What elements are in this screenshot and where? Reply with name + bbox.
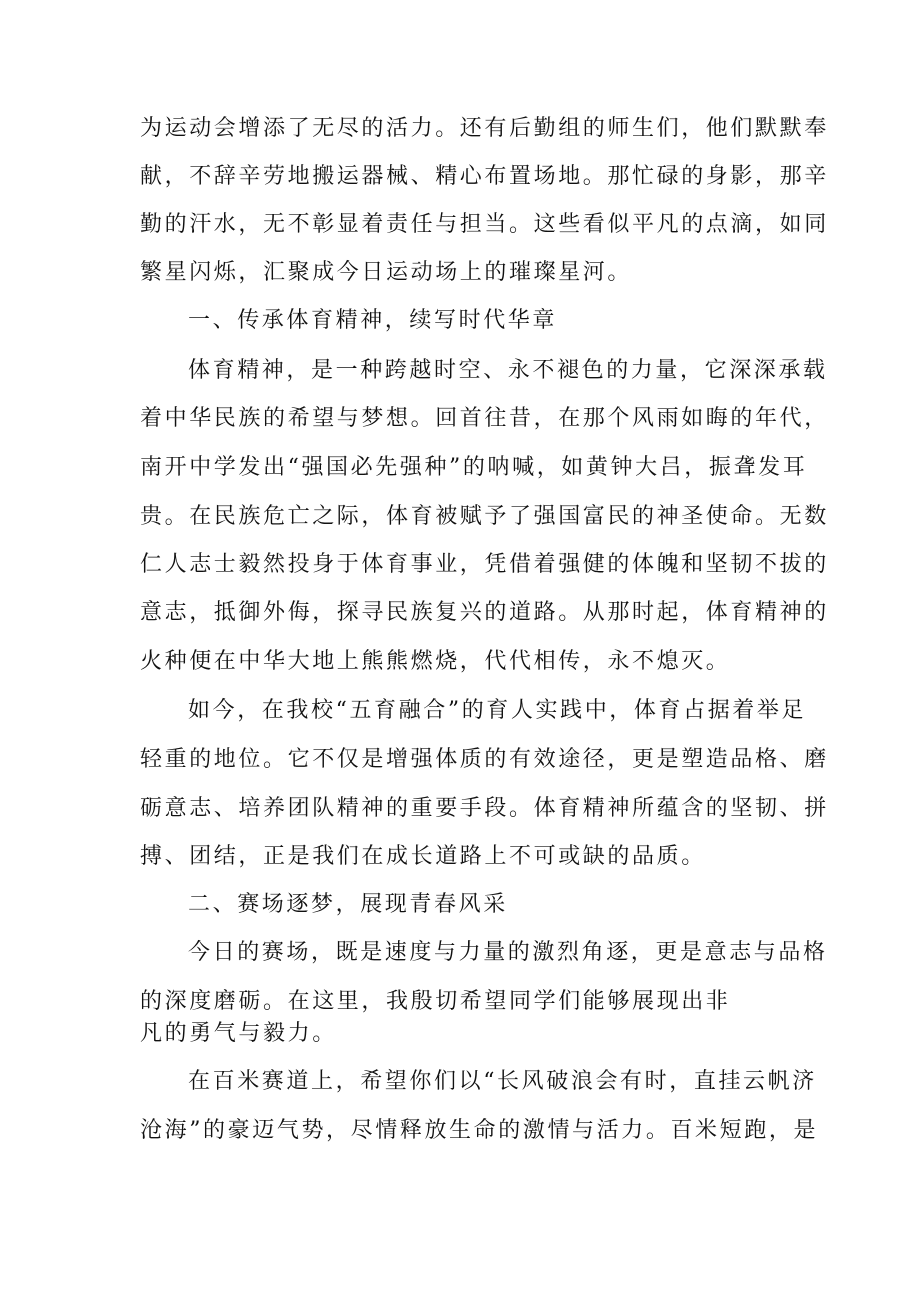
text-line: 南开中学发出“强国必先强种”的呐喊，如黄钟大吕，振聋发耳 — [140, 455, 808, 480]
text-line: 勤的汗水，无不彰显着责任与担当。这些看似平凡的点滴，如同 — [140, 212, 829, 237]
text-line: 火种便在中华大地上熊熊燃烧，代代相传，永不熄灭。 — [140, 649, 731, 674]
text-line: 为运动会增添了无尽的活力。还有后勤组的师生们，他们默默奉 — [140, 116, 829, 141]
text-line: 轻重的地位。它不仅是增强体质的有效途径，更是塑造品格、磨 — [140, 747, 829, 772]
text-line: 贵。在民族危亡之际，体育被赋予了强国富民的神圣使命。无数 — [140, 504, 829, 529]
text-line: 仁人志士毅然投身于体育事业，凭借着强健的体魄和坚韧不拔的 — [140, 552, 829, 577]
text-line: 体育精神，是一种跨越时空、永不褪色的力量，它深深承载 — [188, 358, 828, 383]
section-heading: 一、传承体育精神，续写时代华章 — [188, 308, 558, 333]
text-line: 繁星闪烁，汇聚成今日运动场上的璀璨星河。 — [140, 260, 633, 285]
text-line: 凡的勇气与毅力。 — [140, 1021, 337, 1046]
text-line: 意志，抵御外侮，探寻民族复兴的道路。从那时起，体育精神的 — [140, 600, 829, 625]
text-line: 着中华民族的希望与梦想。回首往昔，在那个风雨如晦的年代， — [140, 406, 829, 431]
text-line: 砺意志、培养团队精神的重要手段。体育精神所蕴含的坚韧、拼 — [140, 796, 829, 821]
section-heading: 二、赛场逐梦，展现青春风采 — [188, 892, 508, 917]
text-line: 搏、团结，正是我们在成长道路上不可或缺的品质。 — [140, 844, 706, 869]
text-line: 如今，在我校“五育融合”的育人实践中，体育占据着举足 — [188, 698, 807, 723]
text-line: 今日的赛场，既是速度与力量的激烈角逐，更是意志与品格 — [188, 940, 828, 965]
text-line: 的深度磨砺。在这里，我殷切希望同学们能够展现出非 — [140, 989, 731, 1014]
text-line: 献，不辞辛劳地搬运器械、精心布置场地。那忙碌的身影，那辛 — [140, 164, 829, 189]
text-line: 沧海”的豪迈气势，尽情释放生命的激情与活力。百米短跑，是 — [140, 1118, 819, 1143]
text-line: 在百米赛道上，希望你们以“长风破浪会有时，直挂云帆济 — [188, 1069, 817, 1094]
